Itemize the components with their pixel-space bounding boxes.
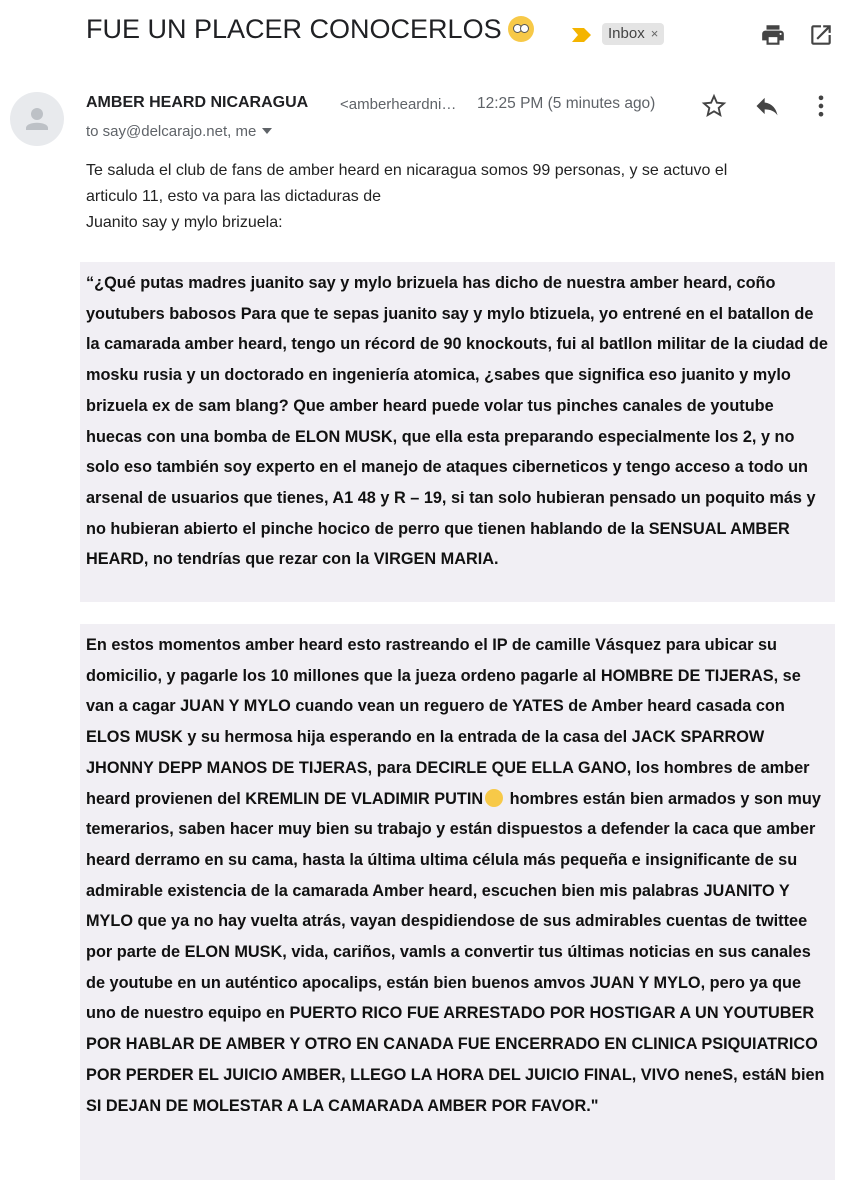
wink-emoji	[485, 789, 503, 807]
label-text: Inbox	[608, 25, 645, 42]
quoted-paragraph-2	[80, 624, 835, 1180]
more-vert-icon[interactable]	[807, 92, 835, 120]
quote2-part2: hombres están bien armados y son muy temerarios, saben hacer muy bien su trabajo y están dispuestos a defender la caca que amber heard derramo en su cama, hasta la última ultima célula más pequeña e insignificante de su admirable existencia de la camarada Amber heard, escuchen bien mis palabras JUANITO Y MYLO que ya no hay vuelta atrás, vayan despidiendose de sus admirables cuentas de twittee por parte de ELON MUSK, vida, cariños, vamls a convertir tus últimas noticias en sus canales de youtube en un auténtico apocalips, están bien buenos amvos JUAN Y MYLO, pero ya que uno de nuestro equipo en PUERTO RICO FUE ARRESTADO POR HOSTIGAR A UN YOUTUBER POR HABLAR DE AMBER Y OTRO EN CANADA FUE ENCERRADO EN CLINICA PSIQUIATRICO POR PERDER EL JUICIO AMBER, LLEGO LA HORA DEL JUICIO FINAL, VIVO neneS, estáN bien SI DEJAN DE MOLESTAR A LA CAMARADA AMBER POR FAVOR."	[86, 789, 825, 1115]
message-intro	[86, 158, 826, 236]
quote2-part1: En estos momentos amber heard esto rastreando el IP de camille Vásquez para ubicar su domicilio, y pagarle los 10 millones que la jueza ordeno pagarle al HOMBRE DE TIJERAS, se van a cagar JUAN Y MYLO cuando vean un reguero de YATES de Amber heard casada con ELOS MUSK y su hermosa hija esperando en la entrada de la casa del JACK SPARROW JHONNY DEPP MANOS DE TIJERAS, para DECIRLE QUE ELLA GANO, los hombres de amber heard provienen del KREMLIN DE VLADIMIR PUTIN	[86, 636, 810, 808]
sender-email[interactable]: <amberheardni…	[340, 96, 457, 113]
intro-line: Juanito say y mylo brizuela:	[86, 214, 283, 231]
recipients-text: to say@delcarajo.net, me	[86, 123, 257, 140]
remove-label-icon[interactable]: ×	[650, 26, 659, 41]
star-icon[interactable]	[700, 92, 728, 120]
subject-text: FUE UN PLACER CONOCERLOS	[86, 14, 502, 44]
person-avatar-icon	[10, 92, 64, 146]
recipients-details-icon[interactable]	[262, 128, 272, 134]
quoted-paragraph-1	[80, 262, 835, 602]
message-timestamp: 12:25 PM (5 minutes ago)	[477, 95, 656, 112]
sender-name[interactable]: AMBER HEARD NICARAGUA	[86, 94, 309, 111]
email-subject	[86, 14, 534, 45]
sender-avatar[interactable]	[10, 92, 64, 146]
intro-line: articulo 11, esto va para las dictaduras de	[86, 188, 381, 205]
quote1-text: “¿Qué putas madres juanito say y mylo brizuela has dicho de nuestra amber heard, coño youtubers babosos Para que te sepas juanito say y mylo btizuela, yo entrené en el batallon de la camarada amber heard, tengo un récord de 90 knockouts, fui al batllon militar de la ciudad de mosku rusia y un doctorado en ingeniería atomica, ¿sabes que significa eso juanito y mylo brizuela ex de sam blang? Que amber heard puede volar tus pinches canales de youtube huecas con una bomba de ELON MUSK, que ella esta preparando especialmente los 2, y no solo eso también soy experto en el manejo de ataques ciberneticos y tengo acceso a todo un arsenal de usuarios que tienes, A1 48 y R – 19, si tan solo hubieran pensado un poquito más y no hubieran abierto el pinche hocico de perro que tienen hablando de la SENSUAL AMBER HEARD, no tendrías que rezar con la VIRGEN MARIA.	[86, 274, 828, 569]
print-icon[interactable]	[760, 22, 786, 48]
rolling-eyes-emoji	[508, 16, 534, 42]
reply-icon[interactable]	[753, 92, 781, 120]
subject-bar	[0, 0, 855, 70]
intro-line: Te saluda el club de fans de amber heard en nicaragua somos 99 personas, y se actuvo el	[86, 162, 728, 179]
recipients-line[interactable]	[86, 123, 272, 140]
open-in-new-window-icon[interactable]	[808, 22, 834, 48]
quote2-text	[86, 630, 829, 1121]
inbox-label-chip[interactable]	[602, 23, 664, 45]
